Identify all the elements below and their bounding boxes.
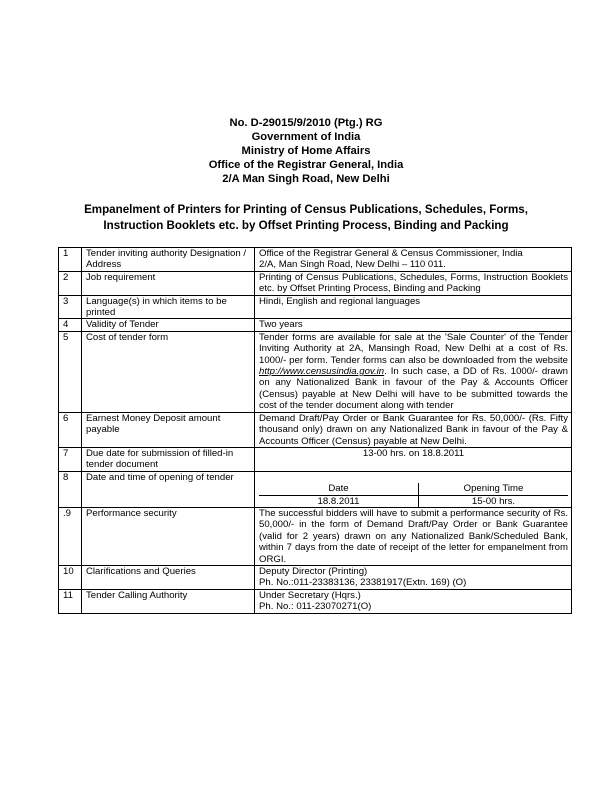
table-row bbox=[59, 295, 572, 319]
table-row bbox=[59, 589, 572, 613]
value-text: . In such case, a DD of Rs. 1000/- drawn on any Nationalized Bank in favour of the Pay & Accounts Officer (Census) payable at New Delhi will have to be submitted towards the cost of the tender document along with tender bbox=[259, 366, 568, 412]
table-row bbox=[59, 248, 572, 272]
row-value bbox=[255, 589, 572, 613]
row-label: Job requirement bbox=[82, 271, 255, 295]
row-number: 5 bbox=[59, 331, 82, 412]
row-number: 8 bbox=[59, 471, 82, 507]
header-ministry: Ministry of Home Affairs bbox=[241, 145, 371, 157]
table-row bbox=[59, 565, 572, 589]
row-number: .9 bbox=[59, 507, 82, 565]
value-line: Ph. No.: 011-23070271(O) bbox=[259, 601, 372, 613]
table-row bbox=[59, 271, 572, 295]
document-subject bbox=[0, 202, 612, 234]
row-value: 13-00 hrs. on 18.8.2011 bbox=[255, 447, 572, 471]
value-line: Office of the Registrar General & Census Commissioner, India bbox=[259, 248, 523, 259]
row-number: 10 bbox=[59, 565, 82, 589]
website-link[interactable]: http://www.censusindia.gov.in bbox=[259, 366, 385, 378]
opening-date-value: 18.8.2011 bbox=[259, 495, 419, 507]
row-label: Date and time of opening of tender bbox=[82, 471, 255, 507]
subject-line-1: Empanelment of Printers for Printing of Census Publications, Schedules, Forms, bbox=[84, 203, 528, 216]
value-line: Deputy Director (Printing) bbox=[259, 565, 368, 577]
row-label: Performance security bbox=[82, 507, 255, 565]
row-value bbox=[255, 565, 572, 589]
row-label: Validity of Tender bbox=[82, 319, 255, 331]
row-number: 6 bbox=[59, 412, 82, 447]
row-label: Earnest Money Deposit amount payable bbox=[82, 412, 255, 447]
date-header: Date bbox=[259, 483, 419, 495]
opening-time-header: Opening Time bbox=[419, 483, 569, 495]
row-value: Printing of Census Publications, Schedules, Forms, Instruction Booklets etc. by Offset Printing Process, Binding and Packing bbox=[255, 271, 572, 295]
value-line: Under Secretary (Hqrs.) bbox=[259, 589, 361, 601]
row-value: Demand Draft/Pay Order or Bank Guarantee for Rs. 50,000/- (Rs. Fifty thousand only) drawn on any Nationalized Bank in favour of the Pay & Accounts Officer (Census) payable at New Delhi. bbox=[255, 412, 572, 447]
header-address: 2/A Man Singh Road, New Delhi bbox=[222, 173, 390, 185]
row-value: Hindi, English and regional languages bbox=[255, 295, 572, 319]
table-row bbox=[59, 471, 572, 507]
header-government: Government of India bbox=[251, 131, 361, 143]
opening-time-value: 15-00 hrs. bbox=[471, 495, 516, 507]
row-value bbox=[255, 471, 572, 507]
row-number: 3 bbox=[59, 295, 82, 319]
spacer bbox=[259, 472, 568, 483]
subject-line-2: Instruction Booklets etc. by Offset Printing Process, Binding and Packing bbox=[103, 219, 509, 232]
value-line: 2/A, Man Singh Road, New Delhi – 110 011. bbox=[259, 259, 446, 271]
row-label: Clarifications and Queries bbox=[82, 565, 255, 589]
value-text: Tender forms are available for sale at the 'Sale Counter' of the Tender Inviting Authority at 2A, Mansingh Road, New Delhi at a cost of Rs. 1000/- per form. Tender forms can also be downloaded from the website bbox=[259, 331, 568, 366]
reference-number: No. D-29015/9/2010 (Ptg.) RG bbox=[229, 117, 383, 129]
row-label: Due date for submission of filled-in tender document bbox=[82, 447, 255, 471]
row-number: 4 bbox=[59, 319, 82, 331]
row-label: Tender Calling Authority bbox=[82, 589, 255, 613]
row-number: 11 bbox=[59, 589, 82, 613]
header-office: Office of the Registrar General, India bbox=[208, 159, 404, 171]
row-label: Tender inviting authority Designation / Address bbox=[82, 248, 255, 272]
row-value bbox=[255, 331, 572, 412]
table-row bbox=[59, 331, 572, 412]
row-number: 1 bbox=[59, 248, 82, 272]
document-header bbox=[0, 116, 612, 186]
table-row bbox=[59, 319, 572, 331]
row-value bbox=[255, 248, 572, 272]
row-label: Cost of tender form bbox=[82, 331, 255, 412]
row-number: 7 bbox=[59, 447, 82, 471]
row-value: Two years bbox=[255, 319, 572, 331]
table-row bbox=[59, 447, 572, 471]
table-row bbox=[59, 412, 572, 447]
value-line: Ph. No.:011-23383136, 23381917(Extn. 169) (O) bbox=[259, 577, 467, 589]
row-number: 2 bbox=[59, 271, 82, 295]
row-value: The successful bidders will have to submit a performance security of Rs. 50,000/- in the form of Demand Draft/Pay Order or Bank Guarantee (valid for 2 years) drawn on any Nationalized Bank/Scheduled Bank, within 7 days from the date of receipt of the letter for empanelment from ORGI. bbox=[255, 507, 572, 565]
tender-details-table bbox=[58, 247, 572, 614]
opening-schedule-table bbox=[259, 483, 568, 507]
table-row bbox=[59, 507, 572, 565]
row-label: Language(s) in which items to be printed bbox=[82, 295, 255, 319]
